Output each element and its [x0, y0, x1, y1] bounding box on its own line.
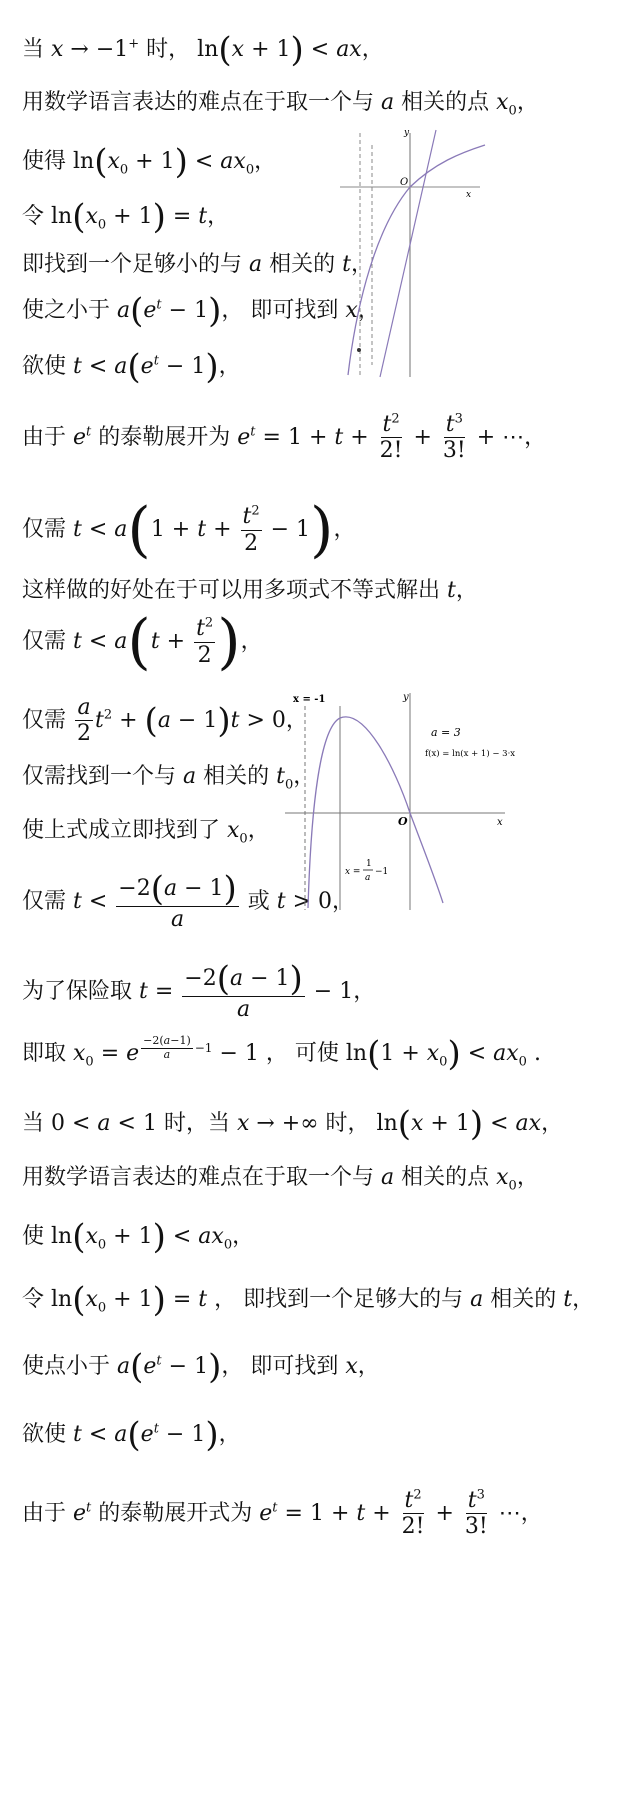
math-line-15: 为了保险取 t = $\frac{-2(a - 1)}{a}$ − 1， — [22, 959, 376, 1022]
math-line-3: 令 $\ln(x_0 + 1) = t$， — [22, 197, 230, 237]
math-line-17: 当 0 < a < 1 时，当 x → +∞ 时， ln(x + 1) < ax， — [22, 1104, 564, 1144]
fig2-origin: O — [398, 815, 408, 828]
fig2-vertex-rhs: −1 — [375, 867, 389, 877]
math-line-14: 仅需 t < $\frac{-2(a - 1)}{a}$ 或 t > 0， — [22, 869, 355, 932]
math-line-22: 欲使 $t < a(e^t - 1)$， — [22, 1415, 241, 1455]
figure-log-vs-line — [340, 125, 490, 380]
math-line-5: 使之小于 $a(e^t - 1)$， 即可找到 x， — [22, 291, 380, 331]
math-line-1: 用数学语言表达的难点在于取一个与 a 相关的点 $x_0$， — [22, 90, 539, 119]
fig1-y-label: y — [404, 128, 410, 138]
math-line-2: 使得 $\ln(x_0 + 1) < ax_0$， — [22, 142, 277, 182]
fig2-param: a = 3 — [431, 726, 461, 739]
math-line-19: 使 $\ln(x_0 + 1) < ax_0$， — [22, 1217, 255, 1257]
math-line-13: 使上式成立即找到了 $x_0$， — [22, 818, 270, 847]
math-line-4: 即找到一个足够小的与 a 相关的 t， — [22, 252, 373, 277]
math-line-12: 仅需找到一个与 a 相关的 $t_0$， — [22, 764, 316, 793]
math-line-11: 仅需 $\frac{a}{2}$ $t^2 + (a - 1)t > 0$， — [22, 695, 308, 747]
math-line-20: 令 $\ln(x_0 + 1) = t$ ， 即找到一个足够大的与 a 相关的 t， — [22, 1280, 595, 1320]
math-line-18: 用数学语言表达的难点在于取一个与 a 相关的点 $x_0$， — [22, 1165, 539, 1194]
fig2-x-label: x — [497, 817, 503, 828]
figure-function-graph — [285, 688, 515, 913]
fig1-origin: O — [400, 177, 409, 188]
math-line-16: 即取 $x_0 = e$ $^{\frac{-2(a-1)}{a} -1}$ − 1 ， 可使 $\ln(1 + x_0) < ax_0$ . — [22, 1033, 541, 1074]
math-line-9: 这样做的好处在于可以用多项式不等式解出 t， — [22, 578, 478, 603]
fig2-vertex-den: a — [365, 873, 371, 883]
math-line-0: 当 x → −1+ 时， ln(x + 1) < ax， — [22, 30, 384, 70]
math-line-7: 由于 $e^t$ 的泰勒展开为 $e^t = 1 + t$ + $\frac{t^2}{2!}$ + $\frac{t^3}{3!}$ + ⋯， — [22, 411, 547, 464]
fig1-x-label: x — [466, 190, 472, 200]
math-line-6: 欲使 $t < a(e^t - 1)$， — [22, 347, 241, 387]
math-line-21: 使点小于 $a(e^t - 1)$， 即可找到 x， — [22, 1347, 380, 1387]
fig2-asymptote-label: x = -1 — [293, 694, 326, 705]
math-line-10: 仅需 t < a(t + $\frac{t^2}{2}$ )， — [22, 607, 263, 677]
math-line-23: 由于 $e^t$ 的泰勒展开式为 $e^t = 1 + t$ + $\frac{t^2}{2!}$ + $\frac{t^3}{3!}$ ⋯， — [22, 1487, 543, 1540]
fig2-y-label: y — [403, 692, 409, 703]
fig2-vertex-num: 1 — [366, 859, 372, 869]
fig2-function: f(x) = ln(x + 1) − 3·x — [425, 749, 515, 759]
fig2-vertex-lhs: x = — [345, 867, 361, 877]
math-line-8: 仅需 t < a(1 + t + $\frac{t^2}{2}$ − 1)， — [22, 495, 356, 565]
